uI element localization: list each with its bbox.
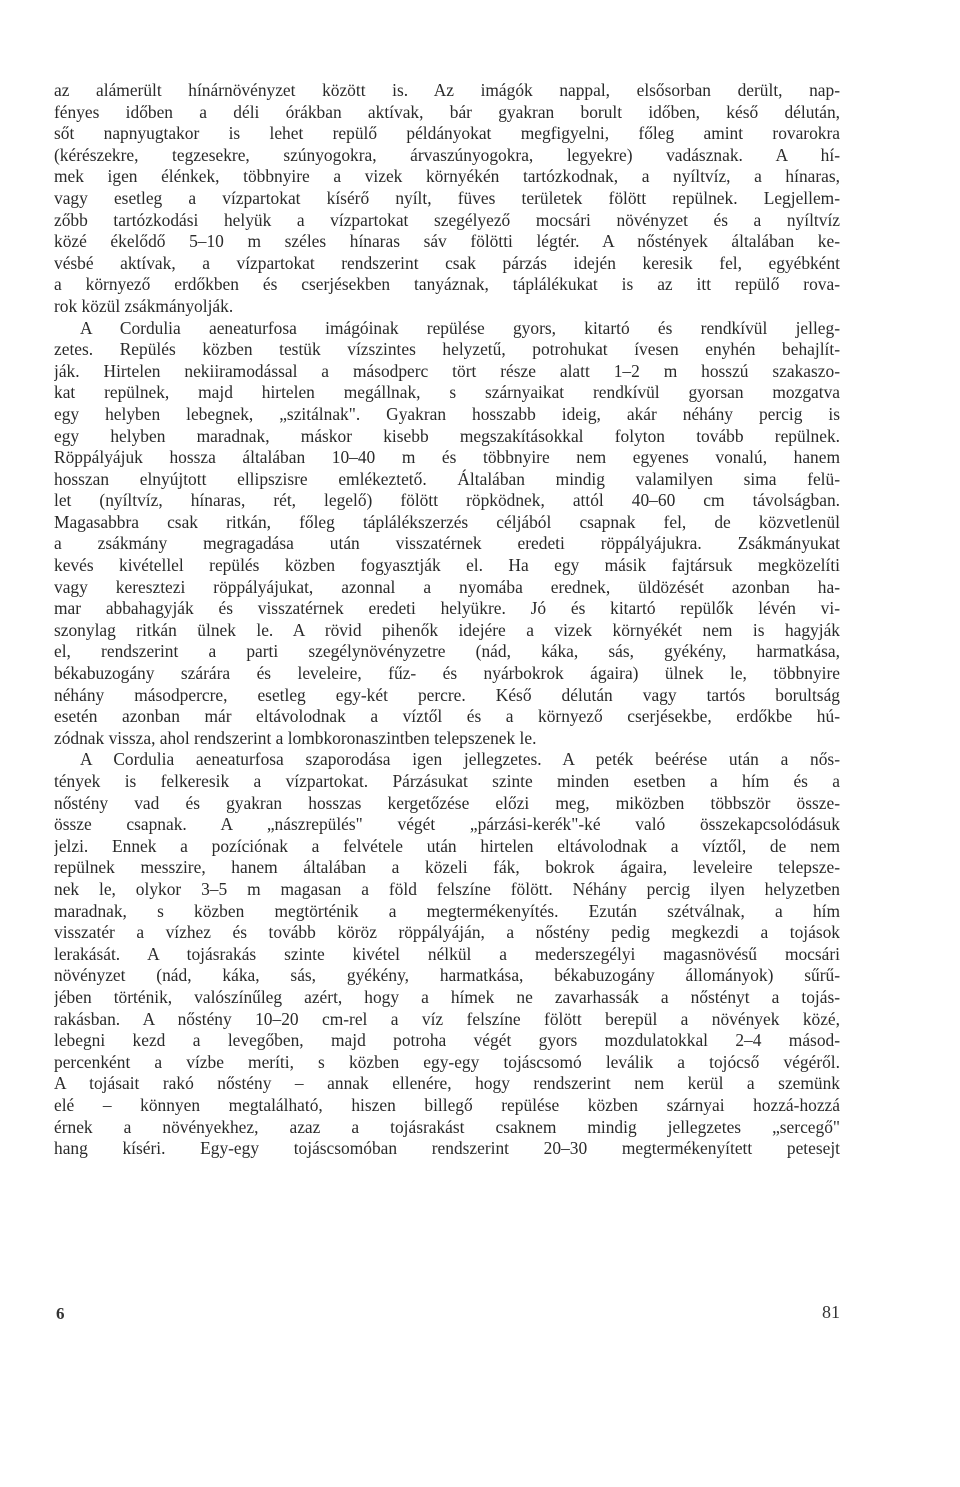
text-line: békabuzogány szárára és leveleire, fűz- és nyárbokrok ágaira) ülnek le, többnyire <box>54 663 840 684</box>
text-line: mar abbahagyják és visszatérnek eredeti helyükre. Jó és kitartó repülők lévén vi- <box>54 598 840 619</box>
text-line: néhány másodpercre, esetleg egy-két percre. Késő délután vagy tartós borultság <box>54 684 840 705</box>
text-line: vagy keresztezi röppályájukat, azonnal a nyomába erednek, üldözését azonban ha- <box>54 576 840 597</box>
signature-mark: 6 <box>56 1304 65 1323</box>
text-line: össze csapnak. A „nászrepülés" végét „párzási-kerék"-ké való összekapcsolódásuk <box>54 814 840 835</box>
text-line: a zsákmány megragadása után visszatérnek eredeti röppályájukra. Zsákmányukat <box>54 533 840 554</box>
text-line: kevés kivétellel repülés közben fogyasztják el. Ha egy másik fajtársuk megközelíti <box>54 555 840 576</box>
text-line: A Cordulia aeneaturfosa szaporodása igen jellegzetes. A peték beérése után a nős- <box>80 749 840 770</box>
text-line: lerakását. A tojásrakás szinte kivétel nélkül a mederszegélyi magasnövésű mocsári <box>54 943 840 964</box>
text-line: hang kíséri. Egy-egy tojáscsomóban rendszerint 20–30 megtermékenyített petesejt <box>54 1138 840 1159</box>
text-line: let (nyíltvíz, hínaras, rét, legelő) fölött röpködnek, attól 40–60 cm távolságban. <box>54 490 840 511</box>
text-line: hosszan elnyújtott ellipszisre emlékeztető. Általában mindig valamilyen sima felü- <box>54 468 840 489</box>
text-line: (kérészekre, tegzesekre, szúnyogokra, árvaszúnyogokra, legyekre) vadásznak. A hí- <box>54 144 840 165</box>
text-line: maradnak, s közben megtörténik a megtermékenyítés. Ezután szétválnak, a hím <box>54 900 840 921</box>
text-line: percenként a vízbe meríti, s közben egy-egy tojáscsomó leválik a tojócső végéről. <box>54 1051 840 1072</box>
text-line: repülnek messzire, hanem általában a közeli fák, bokrok ágaira, leveleire telepsze- <box>54 857 840 878</box>
text-line: közé ékelődő 5–10 m széles hínaras sáv fölötti légtér. A nőstények általában ke- <box>54 231 840 252</box>
body-text <box>54 80 840 1160</box>
text-line: esetén azonban már eltávolodnak a víztől és a környező cserjésekbe, erdőkbe hú- <box>54 706 840 727</box>
text-line: fényes időben a déli órákban aktívak, bár gyakran borult időben, késő délután, <box>54 101 840 122</box>
text-line: A Cordulia aeneaturfosa imágóinak repülése gyors, kitartó és rendkívül jelleg- <box>80 317 840 338</box>
text-line: Röppályájuk hossza általában 10–40 m és többnyire nem egyenes vonalú, hanem <box>54 447 840 468</box>
text-line: tények is felkeresik a vízpartokat. Párzásukat szinte minden esetben a hím és a <box>54 771 840 791</box>
text-line: elé – könnyen megtalálható, hiszen billegő repülése közben szárnyai hozzá-hozzá <box>54 1094 840 1115</box>
text-line: rakásban. A nőstény 10–20 cm-rel a víz felszíne fölött berepül a növények közé, <box>54 1008 840 1029</box>
text-line: zódnak vissza, ahol rendszerint a lombkoronaszintben telepszenek le. <box>54 727 537 748</box>
text-line: jében történik, valószínűleg azért, hogy a hímek ne zavarhassák a nőstényt a tojás- <box>54 986 840 1007</box>
text-line: növényzet (nád, káka, sás, gyékény, harmatkása, békabuzogány állományok) sűrű- <box>54 965 840 986</box>
text-line: kat repülnek, majd hirtelen megállnak, s szárnyaikat rendkívül gyorsan mozgatva <box>54 382 840 403</box>
text-line: Magasabbra csak ritkán, főleg táplálékszerzés céljából csapnak fel, de közvetlenül <box>54 511 840 532</box>
text-line: az alámerült hínárnövényzet között is. Az imágók nappal, elsősorban derült, nap- <box>54 80 840 100</box>
text-line: lebegni kezd a levegőben, majd potroha végét gyors mozdulatokkal 2–4 másod- <box>54 1030 840 1051</box>
text-line: vagy esetleg a vízpartokat kísérő nyílt, füves területek fölött repülnek. Legjellem- <box>54 187 840 208</box>
text-line: A tojásait rakó nőstény – annak ellenére, hogy rendszerint nem kerül a szemünk <box>54 1073 840 1094</box>
text-line: a környező erdőkben és cserjésekben tanyáznak, táplálékukat is az itt repülő rova- <box>54 274 840 295</box>
text-line: visszatér a vízhez és tovább köröz röppályáján, a nőstény pedig megkezdi a tojások <box>54 922 840 943</box>
text-line: jelzi. Ennek a pozíciónak a felvétele után hirtelen eltávolodnak a víztől, de nem <box>54 835 840 856</box>
text-line: rok közül zsákmányolják. <box>54 295 234 316</box>
text-line: ják. Hirtelen nekiiramodással a másodperc tört része alatt 1–2 m hosszú szakaszo- <box>54 360 840 381</box>
text-line: szonylag ritkán ülnek le. A rövid pihenők idejére a vizek környékét nem is hagyják <box>54 619 840 640</box>
text-line: mek igen élénkek, többnyire a vizek környékén tartózkodnak, a nyíltvíz, a hínaras, <box>54 166 840 187</box>
text-line: nőstény vad és gyakran hosszas kergetőzése előzi meg, miközben többször össze- <box>54 792 840 813</box>
text-line: vésbé aktívak, a vízpartokat rendszerint csak párzás idején keresik fel, egyébként <box>54 252 840 273</box>
page-number: 81 <box>822 1302 840 1322</box>
text-line: sőt napnyugtakor is lehet repülő példányokat megfigyelni, főleg amint rovarokra <box>54 123 840 144</box>
text-line: el, rendszerint a parti szegélynövényzetre (nád, káka, sás, gyékény, harmatkása, <box>54 641 840 662</box>
text-line: nek le, olykor 3–5 m magasan a föld felszíne fölött. Néhány percig ilyen helyzetben <box>54 878 840 899</box>
text-line: zőbb tartózkodási helyük a vízpartokat szegélyező mocsári növényzet és a nyíltvíz <box>54 209 840 230</box>
text-line: zetes. Repülés közben testük vízszintes helyzetű, potrohukat ívesen enyhén behajlít- <box>54 339 840 360</box>
text-line: egy helyben lebegnek, „szitálnak". Gyakran hosszabb ideig, akár néhány percig is <box>54 403 840 424</box>
text-line: érnek a növényekhez, azaz a tojásrakást csaknem mindig jellegzetes „sercegő" <box>54 1116 840 1137</box>
text-line: egy helyben maradnak, máskor kisebb megszakításokkal folyton tovább repülnek. <box>54 425 840 446</box>
